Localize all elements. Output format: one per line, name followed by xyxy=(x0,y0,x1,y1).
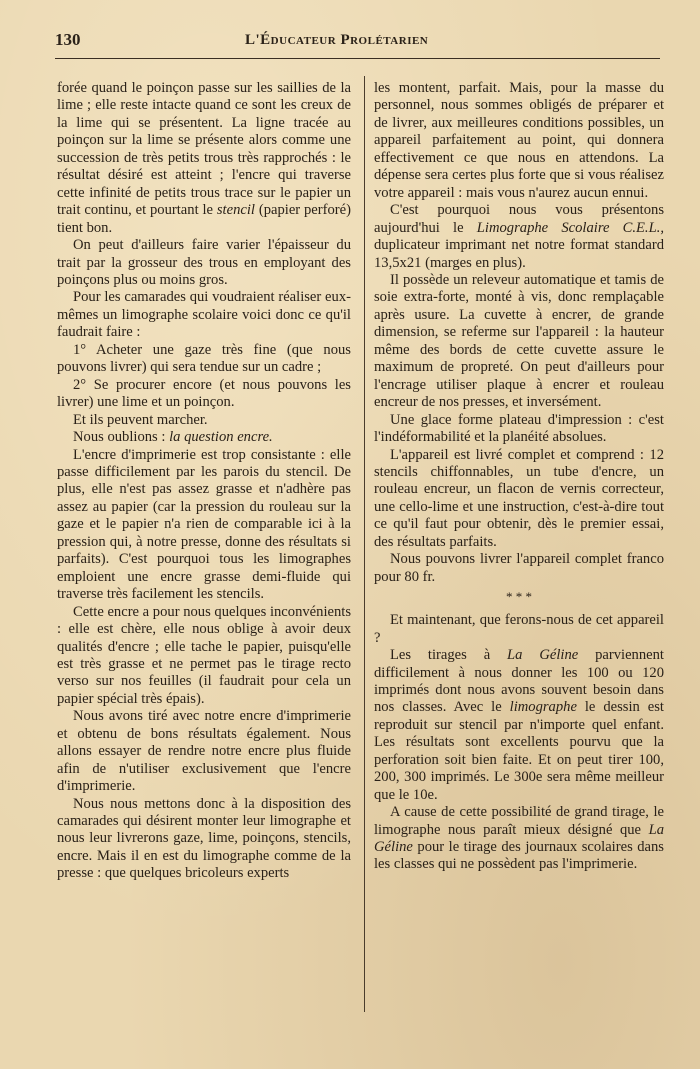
column-divider xyxy=(364,76,365,1012)
left-column xyxy=(57,80,351,883)
list-item: 1° Acheter une gaze très fine (que nous pouvons livrer) qui sera tendue sur un cadre ; xyxy=(57,341,351,376)
section-separator: * * * xyxy=(506,589,532,605)
paragraph: Et ils peuvent marcher. xyxy=(73,411,208,428)
paragraph: A cause de cette possibilité de grand tirage, le limographe nous paraît mieux désigné que La Géline pour le tirage des journaux scolaires dans les classes qui ne possèdent pas l'imprimerie. xyxy=(374,804,664,873)
paragraph: Nous nous mettons donc à la disposition des camarades qui désirent monter leur limographe et nous leur livrerons gaze, lime, poinçons, stencils, encre. Mais il en est du limographe comme de la presse : que quelques bricoleurs experts xyxy=(57,795,351,882)
paragraph: forée quand le poinçon passe sur les saillies de la lime ; elle reste intacte quand ce sont les creux de la lime qui se présentent. La ligne tracée au poinçon sur la lime se présente alors comme une succession de très petits trous très rapprochés : le résultat désiré est atteint ; l'encre qui traverse cette infinité de petits trous trace sur le papier un trait continu, et pourtant le stencil (papier perforé) tient bon. xyxy=(57,80,351,236)
paragraph: Nous avons tiré avec notre encre d'imprimerie et obtenu de bons résultats également. Nous allons essayer de rendre notre encre plus fluide afin de n'utiliser exclusivement que l'encre d'imprimerie. xyxy=(57,708,351,795)
paragraph: Il possède un releveur automatique et tamis de soie extra-forte, monté à vis, donc remplaçable après usure. La cuvette à encrer, de grande dimension, se referme sur l'appareil : la hauteur même des bords de cette cuvette assure le maximum de propreté. On peut d'ailleurs pour l'encrage utiliser plaque à encrer et rouleau encreur de nos presses, et inversément. xyxy=(374,271,664,411)
paragraph: Et maintenant, que ferons-nous de cet appareil ? xyxy=(374,612,664,646)
paragraph: L'encre d'imprimerie est trop consistante : elle passe difficilement par les parois du stencil. De plus, elle n'est pas assez grasse et n'adhère pas assez au papier (car la pression du rouleau sur la gaze et le papier n'a rien de comparable ici à la pression qui, à notre presse, donne des résultats si parfaits). C'est pourquoi tous les limographes emploient une encre grasse demi-fluide qui traverse très facilement les stencils. xyxy=(57,446,351,603)
paragraph: C'est pourquoi nous vous présentons aujourd'hui le Limographe Scolaire C.E.L., duplicateur imprimant net notre format standard 13,5x21 (marges en plus). xyxy=(374,202,664,271)
paragraph: L'appareil est livré complet et comprend : 12 stencils chiffonnables, un tube d'encre, un rouleau encreur, un flacon de vernis correcteur, une cello-lime et une instruction, c'est-à-dire tout ce qu'il faut pour obtenir, dès le premier essai, des résultats parfaits. xyxy=(374,446,664,550)
paragraph: Nous pouvons livrer l'appareil complet franco pour 80 fr. xyxy=(374,551,664,585)
paragraph: les montent, parfait. Mais, pour la masse du personnel, nous sommes obligés de préparer et de livrer, aux meilleures conditions possibles, un appareil parfaitement au point, qui donnera effectivement ce que nous en attendons. La dépense sera certes plus forte que si vous réalisez votre appareil : mais vous n'aurez aucun ennui. xyxy=(374,80,664,201)
page-number: 130 xyxy=(55,30,81,49)
paragraph: Les tirages à La Géline parviennent difficilement à nous donner les 100 ou 120 imprimés dont nous avons souvent besoin dans nos classes. Avec le limographe le dessin est reproduit sur stencil par n'importe quel enfant. Les résultats sont excellents pourvu que la perforation soit bien faite. Et on peut tirer 100, 200, 300 imprimés. Le 300e sera même meilleur que le 10e. xyxy=(374,647,664,803)
paragraph: Une glace forme plateau d'impression : c'est l'indéformabilité et la planéité absolues. xyxy=(374,411,664,446)
page-header xyxy=(55,30,660,59)
paragraph: Pour les camarades qui voudraient réaliser eux-mêmes un limographe scolaire voici donc ce qu'il faudrait faire : xyxy=(57,289,351,341)
paragraph: Nous oublions : la question encre. xyxy=(73,429,273,446)
right-column xyxy=(374,80,664,874)
list-item: 2° Se procurer encore (et nous pouvons les livrer) une lime et un poinçon. xyxy=(57,376,351,411)
running-title: L'Éducateur Prolétarien xyxy=(245,32,429,48)
paragraph: On peut d'ailleurs faire varier l'épaisseur du trait par la grosseur des trous en employant des poinçons plus ou moins gros. xyxy=(57,237,351,288)
paragraph: Cette encre a pour nous quelques inconvénients : elle est chère, elle nous oblige à avoir deux qualités d'encre ; elle tache le papier, puisqu'elle est très grasse et ne permet pas le tirage recto verso sur nos feuilles (il faudrait pour cela un papier spécial très épais). xyxy=(57,603,352,707)
